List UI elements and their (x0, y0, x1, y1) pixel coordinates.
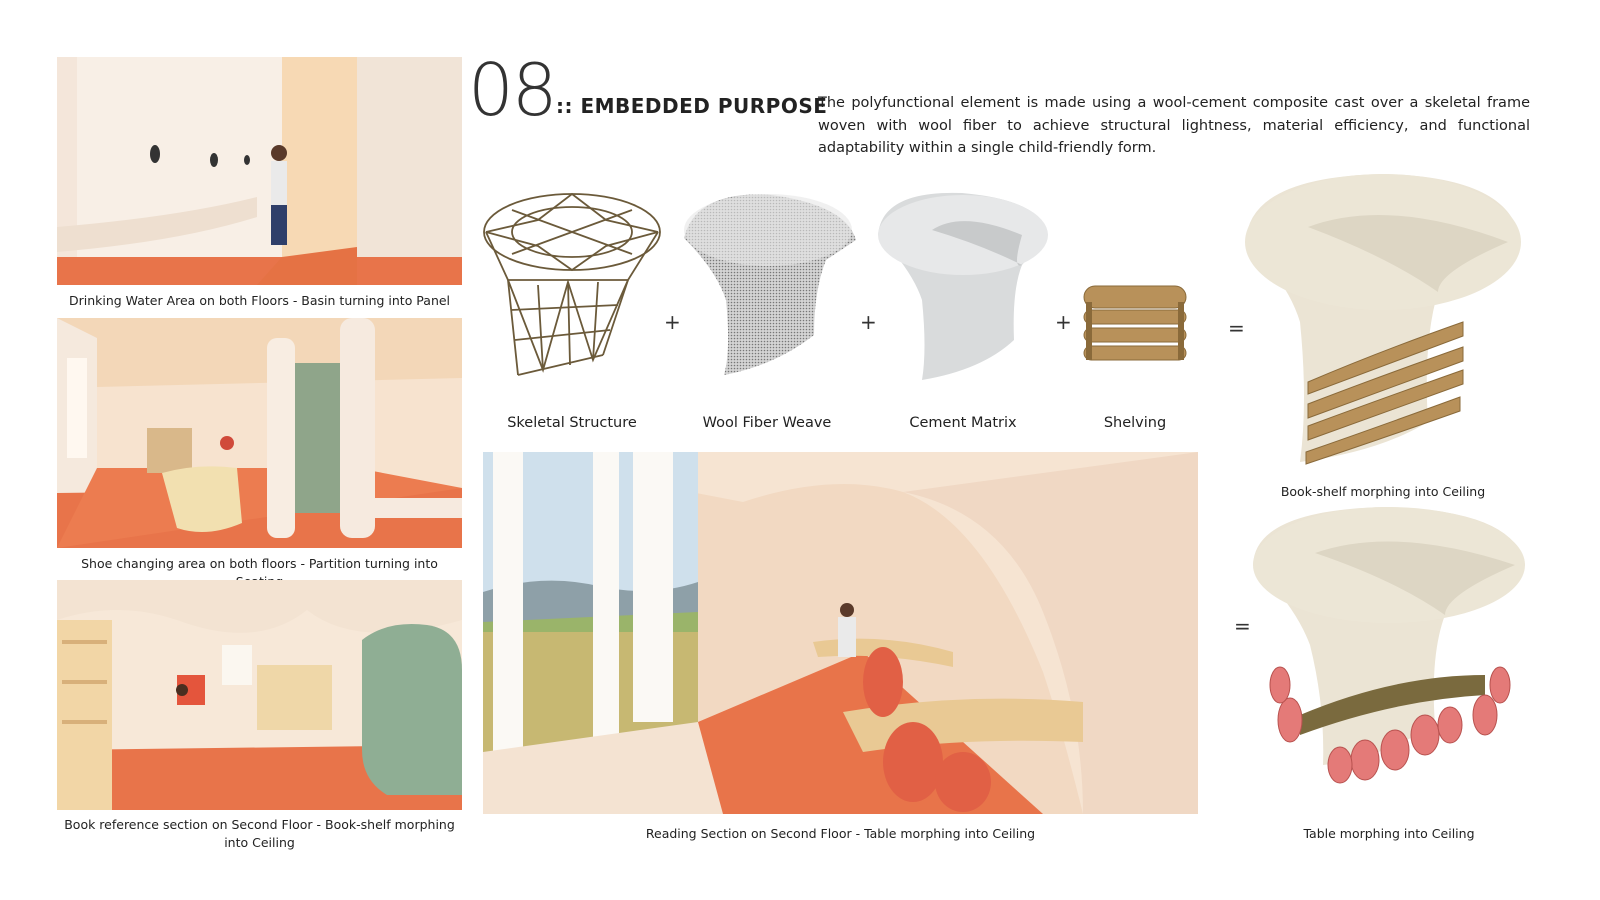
label-wool-fiber-weave: Wool Fiber Weave (702, 415, 832, 431)
label-skeletal-structure: Skeletal Structure (507, 415, 637, 431)
label-shelving: Shelving (1103, 415, 1167, 431)
section-title: :: EMBEDDED PURPOSE (556, 94, 828, 118)
drinking-water-photo (57, 57, 462, 285)
plus-operator-3: + (1055, 310, 1072, 334)
table-result-diagram (1245, 505, 1533, 795)
section-description: The polyfunctional element is made using a wool-cement composite cast over a skeletal frame woven with wool fiber to achieve structural lightness, material efficiency, and functional adaptability within a single child-friendly form. (818, 95, 1530, 156)
shelving-diagram (1080, 278, 1190, 378)
plus-operator-2: + (860, 310, 877, 334)
shoe-changing-caption: Shoe changing area on both floors - Partition turning into (81, 556, 438, 571)
bookshelf-result-caption: Book-shelf morphing into Ceiling (1280, 484, 1486, 499)
reading-section-caption: Reading Section on Second Floor - Table morphing into Ceiling (645, 826, 1036, 841)
equals-operator: = (1228, 316, 1245, 340)
book-reference-caption: Book reference section on Second Floor - Book-shelf morphing into Ceiling (64, 817, 455, 850)
cement-matrix-diagram (872, 190, 1054, 385)
label-cement-matrix: Cement Matrix (909, 415, 1017, 431)
skeletal-structure-diagram (478, 190, 666, 385)
drinking-water-caption: Drinking Water Area on both Floors - Basin turning into Panel (68, 293, 451, 308)
equals-operator-2: = (1234, 614, 1251, 638)
table-result-caption: Table morphing into Ceiling (1303, 826, 1475, 841)
book-reference-photo (57, 580, 462, 810)
bookshelf-result-diagram (1238, 172, 1528, 472)
wool-fiber-weave-diagram (676, 190, 858, 385)
plus-operator: + (664, 310, 681, 334)
shoe-changing-photo (57, 318, 462, 548)
reading-section-photo (483, 452, 1198, 814)
section-number: 08 (468, 48, 556, 132)
